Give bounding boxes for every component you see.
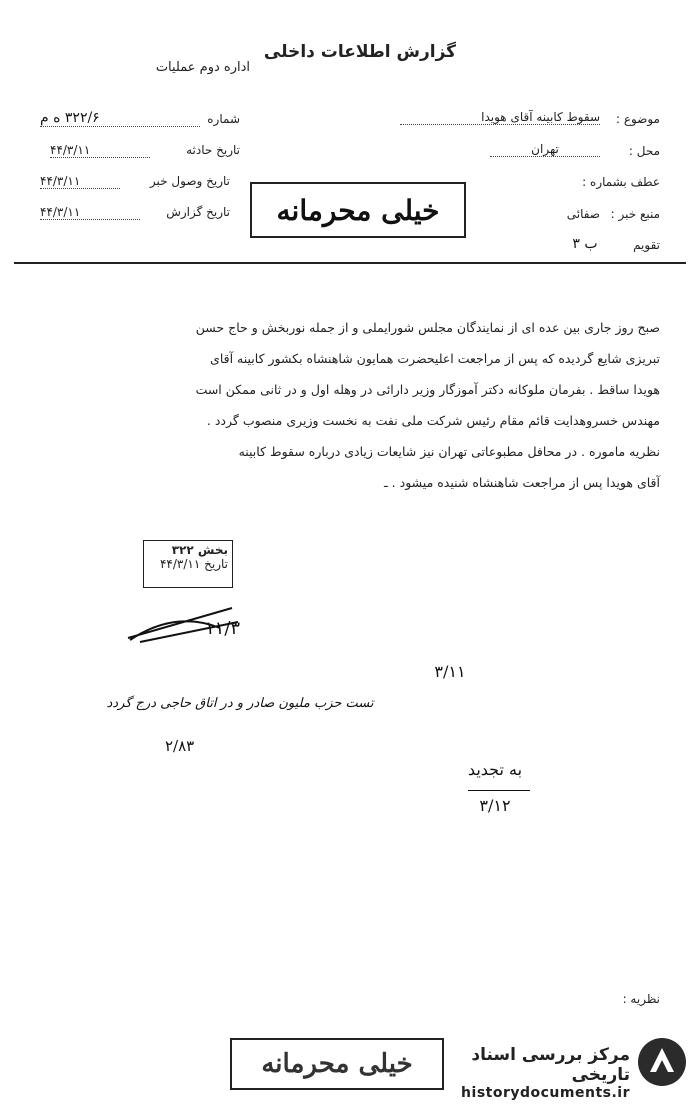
archive-logo-icon (636, 1036, 688, 1088)
registry-section: بخش ۳۲۲ (171, 543, 228, 557)
body-line: مهندس خسروهدایت قائم مقام رئیس شرکت ملی نفت به نخست وزیری منصوب گردد . (206, 413, 660, 428)
handwritten-underline (468, 790, 530, 791)
handwritten-filed: به تجدید (467, 760, 523, 779)
subject-value: سقوط کابینه آقای هویدا (400, 110, 600, 125)
grade-value: ب ۳ (572, 236, 598, 252)
handwritten-number: ۲/۸۳ (165, 737, 195, 755)
ref-number-label: عطف بشماره : (582, 175, 660, 189)
grade-label: تقویم (633, 238, 660, 252)
body-line: نظریه ماموره . در محافل مطبوعاتی تهران نیز شایعات زیادی درباره سقوط کابینه (238, 444, 660, 459)
report-body (30, 312, 660, 498)
source-value: صفائی (566, 207, 600, 221)
classification-stamp: خیلی محرمانه (250, 182, 466, 238)
archive-center-name: مرکز بررسی اسناد تاریخی (471, 1045, 630, 1085)
registry-date: تاریخ ۴۴/۳/۱۱ (159, 557, 228, 571)
body-line: تبریزی شایع گردیده که پس از مراجعت اعلیحضرت همایون شاهنشاه بکشور کابینه آقای (210, 351, 660, 366)
header-divider (14, 262, 686, 264)
archive-url: historydocuments.ir (461, 1085, 630, 1101)
number-label: شماره (207, 112, 240, 126)
opinion-label: نظریه : (622, 992, 660, 1006)
subject-label: موضوع : (615, 112, 660, 126)
received-date-value: ۴۴/۳/۱۱ (40, 174, 120, 189)
place-label: محل : (628, 144, 660, 158)
body-line: هویدا ساقط . بفرمان ملوکانه دکتر آموزگار وزیر دارائی در وهله اول و در ثانی ممکن است (195, 382, 660, 397)
classification-stamp-bottom: خیلی محرمانه (230, 1038, 444, 1090)
source-label: منبع خبر : (610, 207, 660, 221)
registry-stamp (143, 540, 233, 588)
watermark (440, 1045, 630, 1101)
report-date-value: ۴۴/۳/۱۱ (40, 205, 140, 220)
incident-date-label: تاریخ حادثه (186, 143, 240, 157)
received-date-label: تاریخ وصول خبر (149, 174, 230, 188)
number-value: ۳۲۲/۶ ه م (40, 110, 200, 127)
handwritten-note: تست حزب ملیون صادر و در اتاق حاجی درج گردد (106, 696, 374, 711)
incident-date-value: ۴۴/۳/۱۱ (50, 143, 150, 158)
handwritten-date-a: ۳/۱۱ (434, 662, 466, 681)
body-line: آقای هویدا پس از مراجعت شاهنشاه شنیده میشود . ـ (384, 475, 660, 490)
body-line: صبح روز جاری بین عده ای از نمایندگان مجلس شورایملی و از جمله نوربخش و حاج حسن (195, 320, 660, 335)
handwritten-initials: ۱۱/۳ (205, 618, 241, 639)
document-title: گزارش اطلاعات داخلی (263, 42, 457, 62)
report-date-label: تاریخ گزارش (166, 205, 230, 219)
place-value: تهران (490, 142, 600, 157)
handwritten-date-b: ۳/۱۲ (479, 796, 511, 815)
office-name: اداره دوم عملیات (155, 60, 250, 75)
